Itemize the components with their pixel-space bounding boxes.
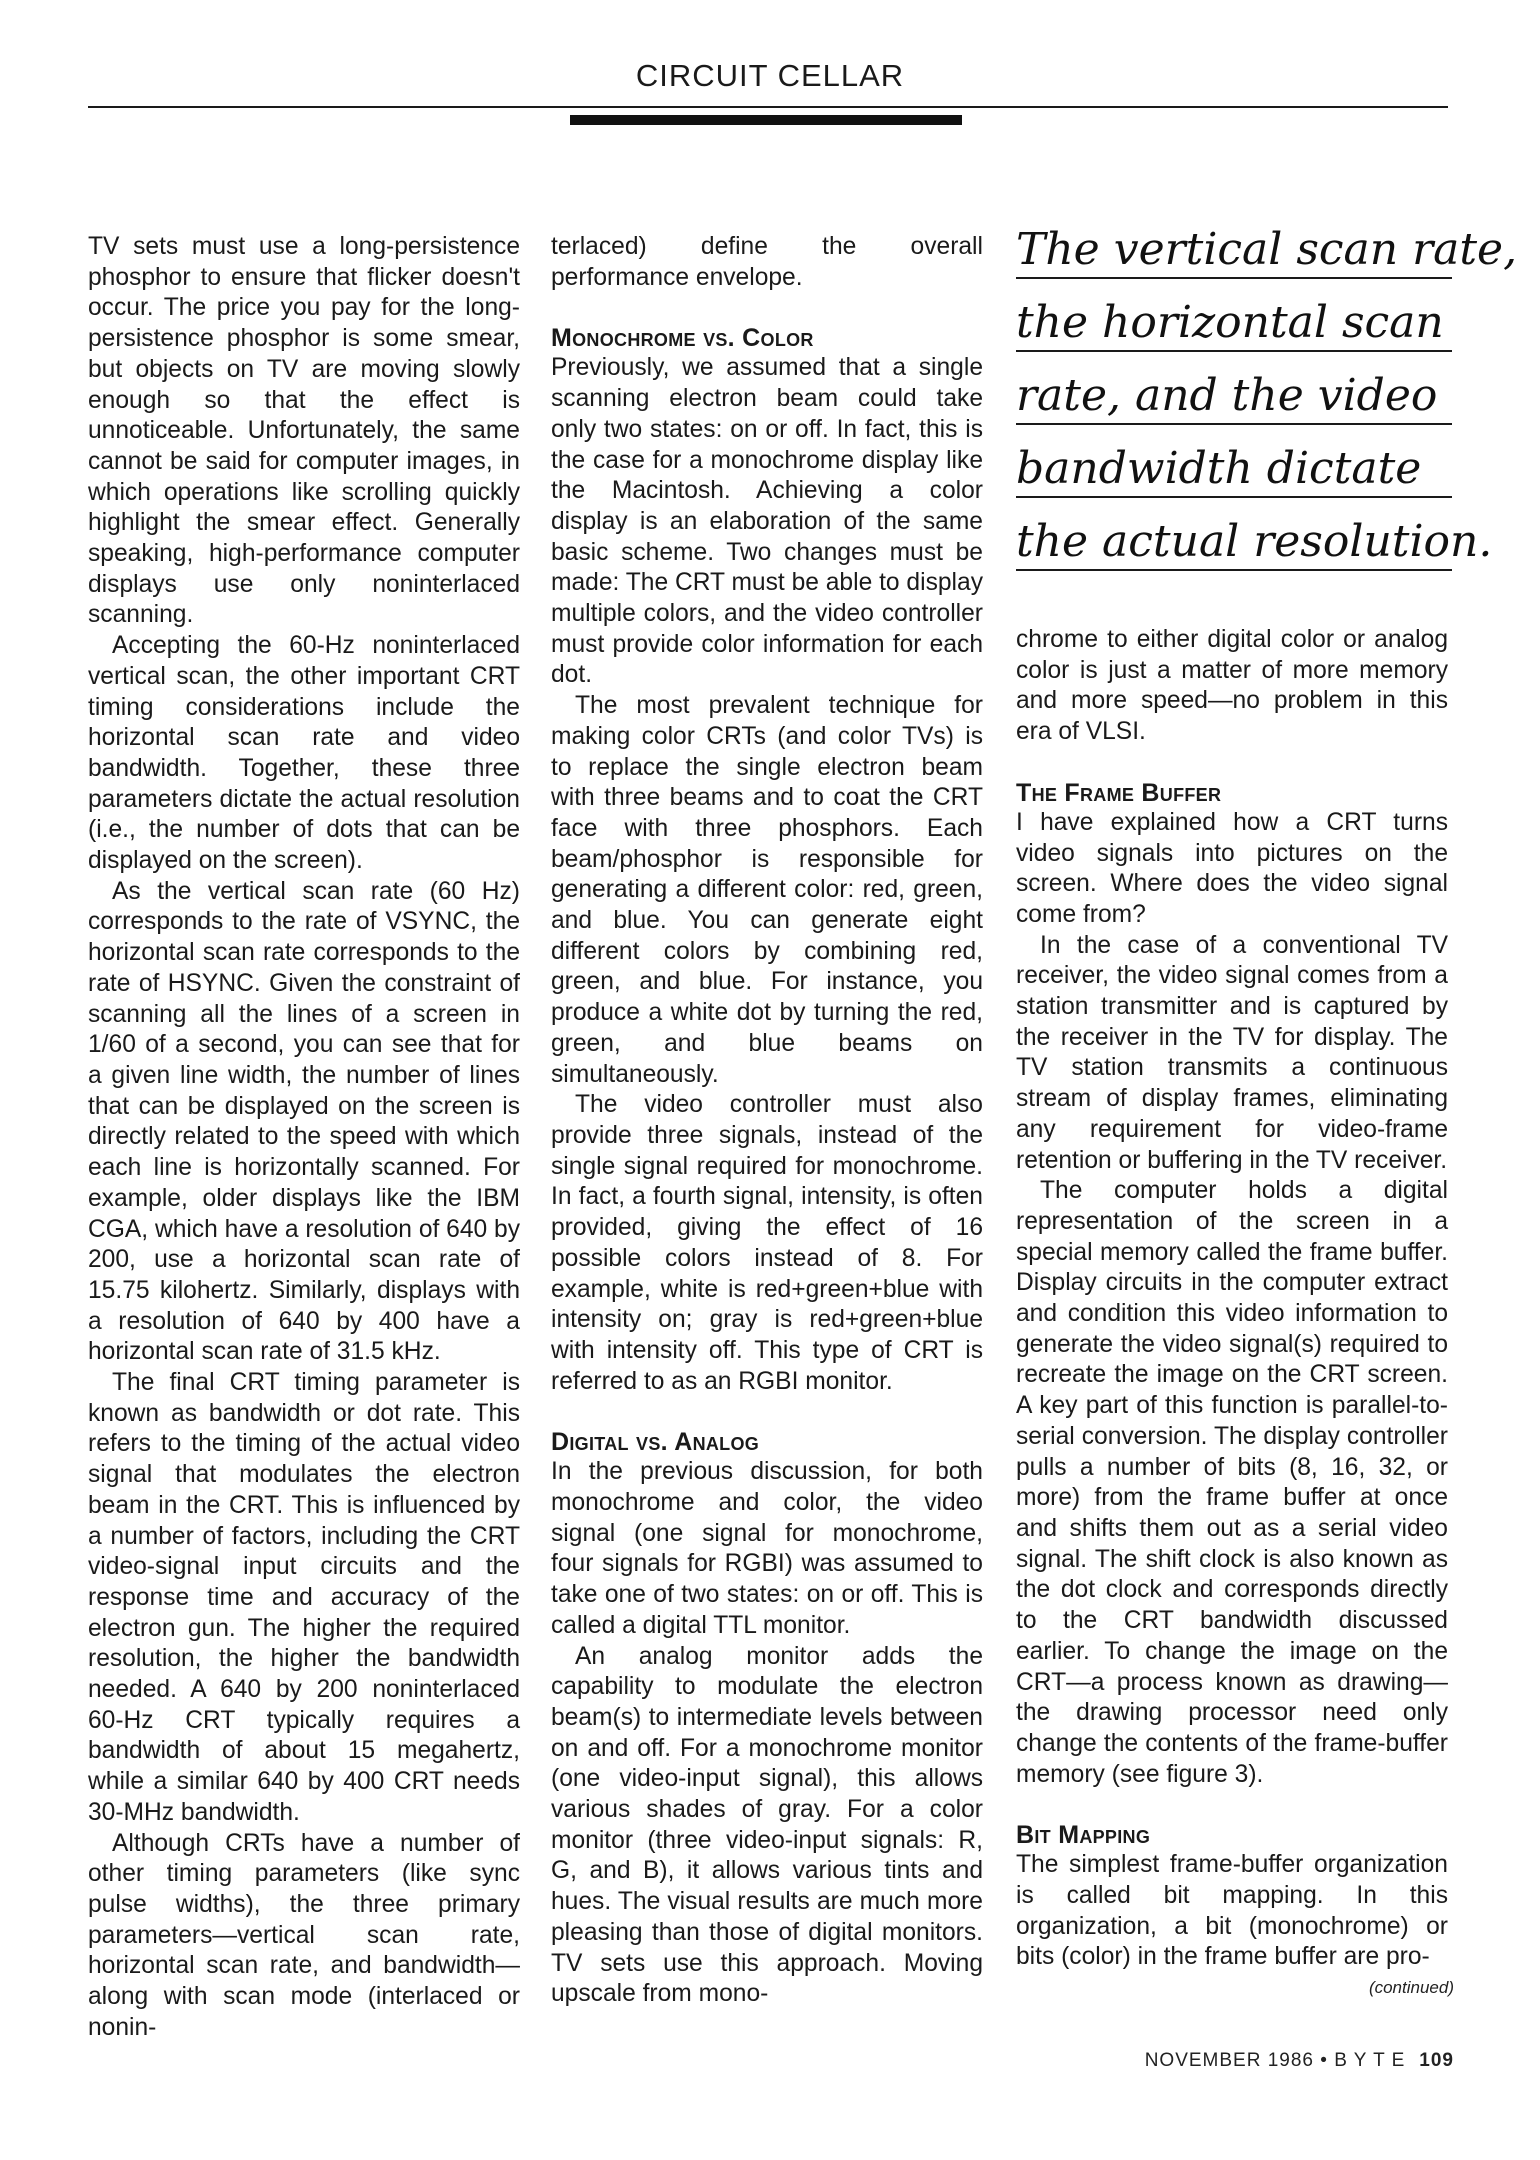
column-3 bbox=[1016, 625, 1448, 1973]
paragraph: I have explained how a CRT turns video signals into pictures on the screen. Where does the video signal come from? bbox=[1016, 808, 1448, 928]
section-heading-digital-vs-analog: Digital vs. Analog bbox=[551, 1428, 760, 1457]
pull-quote-line: The vertical scan rate, bbox=[1016, 224, 1452, 279]
pull-quote-line: bandwidth dictate bbox=[1016, 443, 1452, 498]
paragraph: In the previous discussion, for both monochrome and color, the video signal (one signal for monochrome, four signals for RGBI) was assumed to take one of two states: on or off. This is called a digital TTL monitor. bbox=[551, 1458, 983, 1639]
paragraph: As the vertical scan rate (60 Hz) corresponds to the rate of VSYNC, the horizontal scan rate corresponds to the rate of HSYNC. Given the constraint of scanning all the lines of a screen in 1/60 of a second, you can see that for a given line width, the number of lines that can be displayed on the screen is directly related to the speed with which each line is horizontally scanned. For example, older displays like the IBM CGA, which have a resolution of 640 by 200, use a horizontal scan rate of 15.75 kilohertz. Similarly, displays with a resolution of 640 by 400 have a horizontal scan rate of 31.5 kHz. bbox=[88, 877, 520, 1366]
section-heading-monochrome-vs-color: Monochrome vs. Color bbox=[551, 324, 814, 353]
page-number: 109 bbox=[1419, 2050, 1454, 2071]
paragraph: Previously, we assumed that a single scanning electron beam could take only two states: on or off. In fact, this is the case for a monochrome display like the Macintosh. Achieving a color display is an elaboration of the same basic scheme. Two changes must be made: The CRT must be able to display multiple colors, and the video controller must provide color information for each dot. bbox=[551, 354, 983, 689]
column-1 bbox=[88, 232, 520, 2043]
section-heading-bit-mapping: Bit Mapping bbox=[1016, 1821, 1151, 1850]
paragraph: In the case of a conventional TV receiver, the video signal comes from a station transmitter and is captured by the receiver in the TV for display. The TV station transmits a continuous stream of display frames, eliminating any requirement for video-frame retention or buffering in the TV receiver. bbox=[1016, 931, 1448, 1174]
paragraph: The most prevalent technique for making color CRTs (and color TVs) is to replace the single electron beam with three beams and to coat the CRT face with three phosphors. Each beam/phosphor is responsible for generating a different color: red, green, and blue. You can generate eight different colors by combining red, green, and blue. For instance, you produce a white dot by turning the red, green, and blue beams on simultaneously. bbox=[551, 692, 983, 1088]
issue-label: NOVEMBER 1986 • B Y T E bbox=[1144, 2050, 1406, 2071]
paragraph: The simplest frame-buffer organization is called bit mapping. In this organization, a bit (monochrome) or bits (color) in the frame buffer are pro- bbox=[1016, 1851, 1448, 1971]
pull-quote-line: rate, and the video bbox=[1016, 370, 1452, 425]
paragraph: The computer holds a digital representation of the screen in a special memory called the frame buffer. Display circuits in the computer extract and condition this video information to generate the video signal(s) required to recreate the image on the CRT screen. A key part of this function is parallel-to-serial conversion. The display controller pulls a number of bits (8, 16, 32, or more) from the frame buffer at once and shifts them out as a serial video signal. The shift clock is also known as the dot clock and corresponds directly to the CRT bandwidth discussed earlier. To change the image on the CRT—a process known as drawing—the drawing processor need only change the contents of the frame-buffer memory (see figure 3). bbox=[1016, 1177, 1448, 1788]
paragraph: TV sets must use a long-persistence phosphor to ensure that flicker doesn't occur. The price you pay for the long-persistence phosphor is some smear, but objects on TV are moving slowly enough so that the effect is unnoticeable. Unfortunately, the same cannot be said for computer images, in which operations like scrolling quickly highlight the smear effect. Generally speaking, high-performance computer displays use only noninterlaced scanning. bbox=[88, 233, 520, 629]
paragraph: An analog monitor adds the capability to modulate the electron beam(s) to intermediate levels between on and off. For a monochrome monitor (one video-input signal), this allows various shades of gray. For a color monitor (three video-input signals: R, G, and B), it allows various tints and hues. The visual results are much more pleasing than those of digital monitors. TV sets use this approach. Moving upscale from mono- bbox=[551, 1642, 983, 2008]
paragraph: The final CRT timing parameter is known as bandwidth or dot rate. This refers to the timing of the actual video signal that modulates the electron beam in the CRT. This is influenced by a number of factors, including the CRT video-signal input circuits and the response time and accuracy of the electron gun. The higher the required resolution, the higher the bandwidth needed. A 640 by 200 noninterlaced 60-Hz CRT typically requires a bandwidth of about 15 megahertz, while a similar 640 by 400 CRT needs 30-MHz bandwidth. bbox=[88, 1369, 520, 1826]
paragraph: chrome to either digital color or analog color is just a matter of more memory and more speed—no problem in this era of VLSI. bbox=[1016, 626, 1448, 746]
pull-quote bbox=[1016, 224, 1518, 589]
header-rule bbox=[88, 106, 1448, 108]
header-accent-bar bbox=[570, 115, 962, 125]
paragraph: terlaced) define the overall performance envelope. bbox=[551, 233, 983, 291]
pull-quote-line: the actual resolution. bbox=[1016, 516, 1452, 571]
column-2 bbox=[551, 232, 983, 2010]
paragraph: The video controller must also provide three signals, instead of the single signal required for monochrome. In fact, a fourth signal, intensity, is often provided, giving the effect of 16 possible colors instead of 8. For example, white is red+green+blue with intensity on; gray is red+green+blue with intensity off. This type of CRT is referred to as an RGBI monitor. bbox=[551, 1091, 983, 1395]
page-footer bbox=[1100, 2050, 1454, 2072]
section-heading-frame-buffer: The Frame Buffer bbox=[1016, 778, 1222, 807]
paragraph: Although CRTs have a number of other timing parameters (like sync pulse widths), the three primary parameters—vertical scan rate, horizontal scan rate, and bandwidth—along with scan mode (interlaced or nonin- bbox=[88, 1829, 520, 2041]
paragraph: Accepting the 60-Hz noninterlaced vertical scan, the other important CRT timing considerations include the horizontal scan rate and video bandwidth. Together, these three parameters dictate the actual resolution (i.e., the number of dots that can be displayed on the screen). bbox=[88, 632, 520, 875]
continued-note: (continued) bbox=[1368, 1978, 1454, 1997]
pull-quote-line: the horizontal scan bbox=[1016, 297, 1452, 352]
running-header: CIRCUIT CELLAR bbox=[635, 58, 905, 93]
